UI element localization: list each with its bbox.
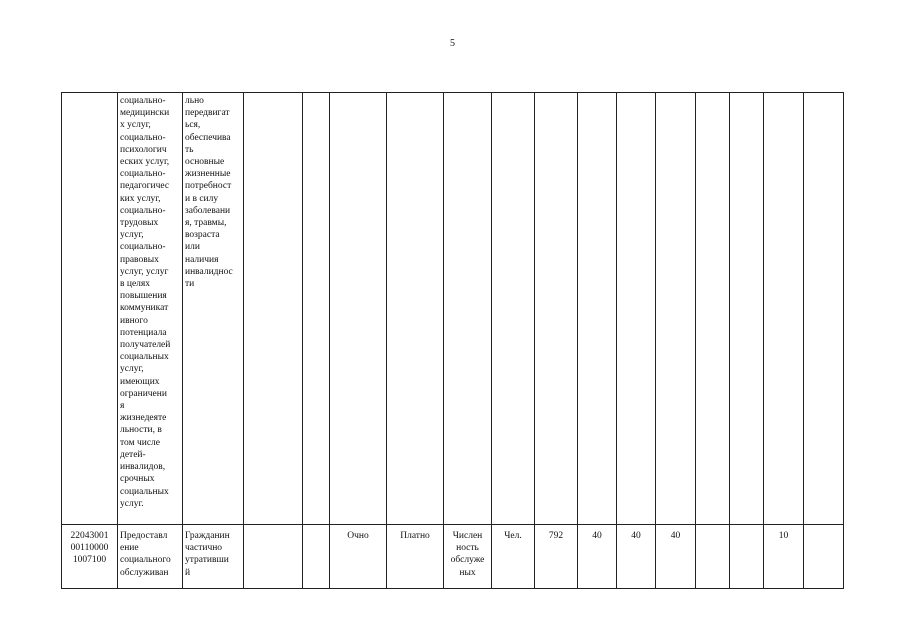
- empty-cell: [696, 93, 730, 525]
- empty-cell: [492, 93, 535, 525]
- registry-code: 22043001 00110000 1007100: [70, 531, 109, 566]
- okei-code-text: 792: [548, 531, 564, 541]
- empty-cell: [303, 93, 330, 525]
- unit-text: Чел.: [504, 531, 522, 541]
- recipient-category-text: Гражданин частично утративши й: [185, 531, 230, 578]
- code-cell: [62, 93, 118, 525]
- service-name-cell: [118, 93, 183, 525]
- payment-text: Платно: [400, 531, 430, 541]
- empty-cell: [535, 93, 578, 525]
- value-3-text: 40: [670, 531, 681, 541]
- empty-cell: [804, 525, 844, 589]
- service-table: [61, 92, 844, 589]
- empty-cell: [578, 93, 617, 525]
- empty-cell: [303, 525, 330, 589]
- value-cell-2: [617, 525, 656, 589]
- okei-code-cell: [535, 525, 578, 589]
- empty-cell: [764, 93, 804, 525]
- page-number: 5: [450, 38, 455, 49]
- unit-cell: [492, 525, 535, 589]
- form-cell: [330, 525, 387, 589]
- empty-cell: [244, 93, 303, 525]
- recipient-category-cell: [183, 525, 244, 589]
- table-row-service: [62, 525, 844, 589]
- empty-cell: [696, 525, 730, 589]
- empty-cell: [730, 525, 764, 589]
- service-name-text: Предоставл ение социального обслуживан: [120, 531, 171, 578]
- form-text: Очно: [347, 531, 369, 541]
- deviation-text: 10: [778, 531, 789, 541]
- table-row-continued: [62, 93, 844, 525]
- code-cell: [62, 525, 118, 589]
- empty-cell: [730, 93, 764, 525]
- service-name-cell: [118, 525, 183, 589]
- empty-cell: [330, 93, 387, 525]
- recipient-category-text: льно передвигат ься, обеспечива ть основные жизненные потребност и в силу заболевани я, травмы, возраста или наличия инвалиднос ти: [185, 96, 233, 290]
- value-1-text: 40: [592, 531, 602, 541]
- value-cell-1: [578, 525, 617, 589]
- value-cell-3: [656, 525, 696, 589]
- deviation-cell: [764, 525, 804, 589]
- empty-cell: [656, 93, 696, 525]
- empty-cell: [804, 93, 844, 525]
- empty-cell: [444, 93, 492, 525]
- empty-cell: [244, 525, 303, 589]
- payment-cell: [387, 525, 444, 589]
- indicator-cell: [444, 525, 492, 589]
- empty-cell: [617, 93, 656, 525]
- value-2-text: 40: [631, 531, 641, 541]
- service-name-text: социально- медицински х услуг, социально- психологич еских услуг, социально- педагогичес ких услуг, социально- трудовых услуг, социально- правовых услуг, услуг в целях повышения коммуникат ивного потенциала получателей социальных услуг, имеющих ограничени я жизнедеяте льности, в том числе детей- инвалидов, срочных социальных услуг.: [120, 96, 171, 509]
- empty-cell: [387, 93, 444, 525]
- indicator-text: Числен ность обслуже ных: [450, 531, 485, 578]
- recipient-category-cell: [183, 93, 244, 525]
